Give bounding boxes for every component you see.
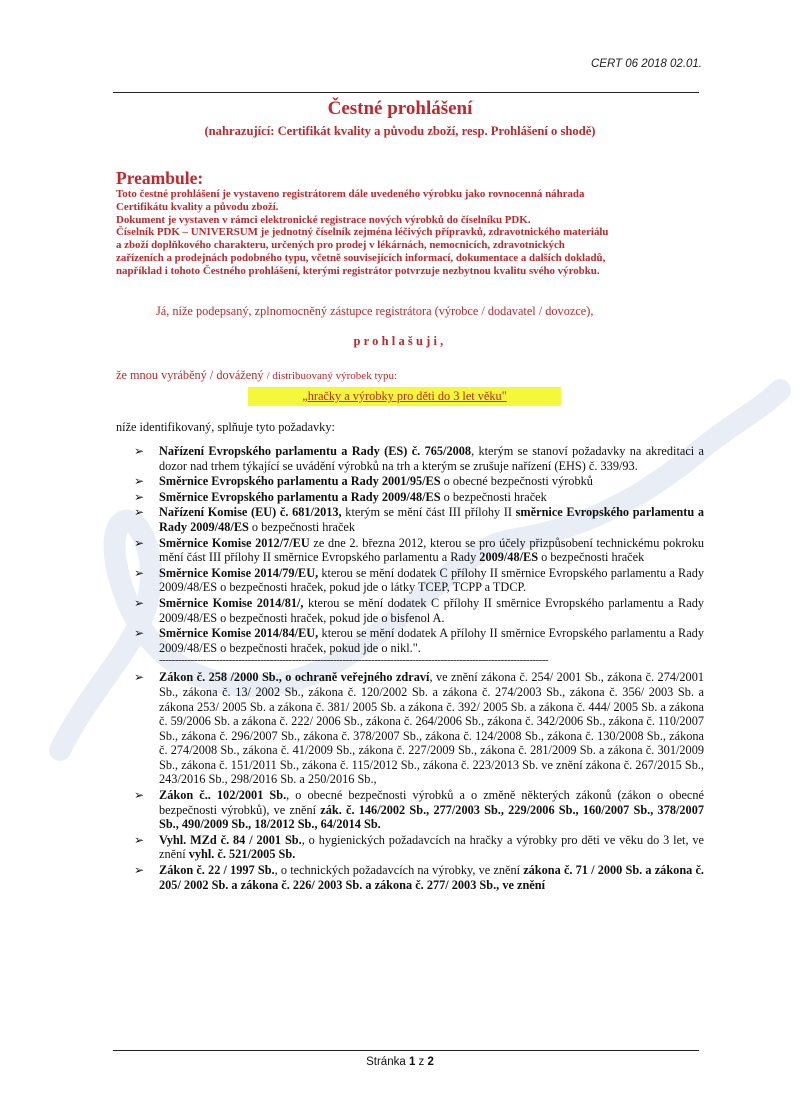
item-text: o bezpečnosti hraček: [440, 489, 547, 504]
preamble-line: zařízeních a prodejnách podobného typu, včetně souvisejících informací, dokumentace a dalších dokladů,: [116, 251, 606, 264]
item-bold: 2009/48/ES: [479, 550, 539, 565]
item-text: kterou se mění dodatek C přílohy II směrnice Evropského parlamentu a Rady 2009/48/ES o bezpečnosti hraček, pokud jde o látky TCEP, TCPP a TDCP.: [159, 565, 704, 595]
item-bold: Směrnice Evropského parlamentu a Rady 2009/48/ES: [159, 489, 441, 504]
document-code: CERT 06 2018 02.01.: [590, 58, 702, 70]
item-bold: Vyhl. MZd č. 84 / 2001 Sb.: [159, 832, 302, 847]
arrow-bullet-icon: ➢: [134, 489, 145, 504]
item-bold: zákona č. 71 / 2000 Sb. a zákona č. 205/ 2002 Sb. a zákona č. 226/ 2003 Sb. a zákona č. 277/ 2003 Sb., ve znění: [159, 863, 705, 892]
preamble-line: Číselník PDK – UNIVERSUM je jednotný číselník zejména léčivých přípravků, zdravotnického materiálu: [116, 226, 609, 239]
item-text: , o technických požadavcích na výrobky, ve znění: [274, 863, 524, 878]
item-bold: Směrnice Komise 2014/81/,: [159, 595, 304, 610]
requirements-list: [134, 444, 704, 893]
item-text: , o hygienických požadavcích na hračky a výrobky pro děti ve věku do 3 let, ve znění: [159, 832, 704, 862]
list-item: [134, 566, 704, 595]
list-item: [134, 536, 704, 565]
arrow-bullet-icon: ➢: [134, 863, 145, 878]
page-of: z: [415, 1056, 428, 1068]
header-rule: [113, 92, 699, 93]
item-bold: Zákon č. 22 / 1997 Sb.: [159, 863, 275, 878]
preamble-line: například i tohoto Čestného prohlášení, kterými registrátor potvrzuje nezbytnou kvalitu svého výrobku.: [116, 264, 600, 277]
item-bold: Nařízení Evropského parlamentu a Rady (ES) č. 765/2008: [159, 444, 472, 458]
item-text: ze dne 2. března 2012, kterou se pro účely přizpůsobení technickému pokroku mění část III přílohy II směrnice Evropského parlamentu a Rady: [159, 535, 704, 565]
preamble-line: Toto čestné prohlášení je vystaveno registrátorem dále uvedeného výrobku jako rovnocenná náhrada: [116, 188, 585, 200]
item-text: o bezpečnosti hraček: [538, 550, 645, 565]
total-pages: 2: [427, 1056, 434, 1068]
item-text: kterou se mění dodatek A přílohy II směrnice Evropského parlamentu a Rady 2009/48/ES o bezpečnosti hraček, pokud jde o nikl.".: [159, 626, 704, 655]
dashed-separator: ---------------------------------------------------------------------------------------------------------------------------: [159, 656, 549, 666]
arrow-bullet-icon: ➢: [134, 505, 145, 520]
item-bold: Směrnice Evropského parlamentu a Rady 2001/95/ES: [159, 474, 441, 489]
item-text: kterou se mění dodatek C přílohy II směrnice Evropského parlamentu a Rady 2009/48/ES o bezpečnosti hraček, pokud jde o bisfenol A.: [159, 595, 705, 625]
document-title: Čestné prohlášení: [327, 98, 473, 119]
list-item: [134, 505, 704, 534]
arrow-bullet-icon: ➢: [134, 444, 145, 458]
item-bold: Zákon č.. 102/2001 Sb.: [159, 788, 287, 803]
item-text: o bezpečnosti hraček: [248, 519, 356, 534]
product-type-highlight: „hračky a výrobky pro děti do 3 let věku": [248, 387, 561, 406]
arrow-bullet-icon: ➢: [134, 595, 145, 610]
declaration-word: prohlašuji,: [353, 334, 447, 348]
list-item: [134, 670, 704, 787]
arrow-bullet-icon: ➢: [134, 535, 145, 550]
preamble-line: Certifikátu kvality a původu zboží.: [116, 200, 279, 213]
list-item: [134, 596, 704, 625]
preamble-body: [116, 188, 698, 278]
item-text: kterým se mění část III přílohy II: [341, 505, 516, 520]
list-item: [134, 833, 704, 862]
list-item: [134, 863, 704, 892]
item-bold: Směrnice Komise 2014/84/EU,: [159, 626, 319, 641]
item-bold: směrnice Evropského parlamentu a Rady 2009/48/ES: [159, 505, 704, 534]
list-item: [134, 444, 704, 473]
product-statement: [116, 368, 397, 383]
item-text: o obecné bezpečnosti výrobků: [440, 474, 593, 489]
document-subtitle: (nahrazující: Certifikát kvality a původu zboží, resp. Prohlášení o shodě): [204, 124, 596, 138]
arrow-bullet-icon: ➢: [134, 832, 145, 847]
item-bold: Zákon č. 258 /2000 Sb., o ochraně veřejného zdraví: [159, 670, 430, 685]
item-bold: Směrnice Komise 2012/7/EU: [159, 535, 310, 550]
item-bold: vyhl. č. 521/2005 Sb.: [188, 847, 296, 862]
requirements-intro: níže identifikovaný, splňuje tyto požadavky:: [116, 420, 335, 434]
item-bold: Směrnice Komise 2014/79/EU,: [159, 565, 319, 580]
list-item: [134, 474, 704, 489]
current-page: 1: [408, 1056, 416, 1068]
page-label: Stránka: [366, 1056, 409, 1068]
preamble-line: a zboží doplňkového charakteru, určených pro prodej v lékárnách, nemocnicích, zdravotnických: [116, 239, 565, 252]
arrow-bullet-icon: ➢: [134, 565, 145, 580]
product-statement-a: že mnou vyráběný / dovážený: [116, 368, 267, 382]
arrow-bullet-icon: ➢: [134, 788, 145, 803]
arrow-bullet-icon: ➢: [134, 626, 145, 641]
list-item: [134, 490, 704, 505]
item-bold: zák. č. 146/2002 Sb., 277/2003 Sb., 229/2006 Sb., 160/2007 Sb., 378/2007 Sb., 490/2009 Sb., 18/2012 Sb., 64/2014 Sb.: [159, 802, 704, 832]
list-item: [134, 626, 704, 655]
signatory-statement: Já, níže podepsaný, zplnomocněný zástupce registrátora (výrobce / dodavatel / dovozce),: [156, 304, 594, 318]
item-bold: Nařízení Komise (EU) č. 681/2013,: [159, 505, 342, 520]
page-number: [0, 1056, 800, 1068]
arrow-bullet-icon: ➢: [134, 474, 145, 489]
footer-rule: [113, 1050, 699, 1051]
arrow-bullet-icon: ➢: [134, 670, 145, 685]
preamble-heading: Preambule:: [116, 168, 204, 188]
item-text: , ve znění zákona č. 254/ 2001 Sb., zákona č. 274/2001 Sb., zákona č. 13/ 2002 Sb., zákona č. 120/2002 Sb. a zákona č. 274/2003 Sb., zákona č. 356/ 2003 Sb. a zákona 253/ 2005 Sb. a zákona č. 381/ 2005 Sb. a zákona č. 392/ 2005 Sb. a zákona č. 444/ 2005 Sb. a zákona č. 59/2006 Sb. a zákona č. 222/ 2006 Sb., zákona č. 264/2006 Sb., zákona č. 342/2006 Sb., zákona č. 110/2007 Sb., zákona č. 296/2007 Sb., zákona č. 378/2007 Sb., zákona č. 124/2008 Sb., zákona č. 130/2008 Sb., zákona č. 274/2008 Sb., zákona č. 41/2009 Sb., zákona č. 227/2009 Sb., zákona č. 281/2009 Sb. a zákona č. 301/2009 Sb., zákona č. 151/2011 Sb., zákona č. 115/2012 Sb., zákona č. 223/2013 Sb. ve znění zákona č. 267/2015 Sb., 243/2016 Sb., 298/2016 Sb. a 250/2016 Sb.,: [159, 670, 704, 787]
list-item: [134, 788, 704, 832]
item-text: , kterým se stanoví požadavky na akreditaci a dozor nad trhem týkající se uvádění výrobků na trh a kterým se zrušuje nařízení (EHS) č. 339/93.: [159, 444, 704, 473]
product-statement-b: / distribuovaný výrobek typu:: [266, 370, 398, 382]
item-text: , o obecné bezpečnosti výrobků a o změně některých zákonů (zákon o obecné bezpečnosti výrobků), ve znění: [159, 788, 704, 817]
preamble-line: Dokument je vystaven v rámci elektronické registrace nových výrobků do číselníku PDK.: [116, 213, 531, 226]
